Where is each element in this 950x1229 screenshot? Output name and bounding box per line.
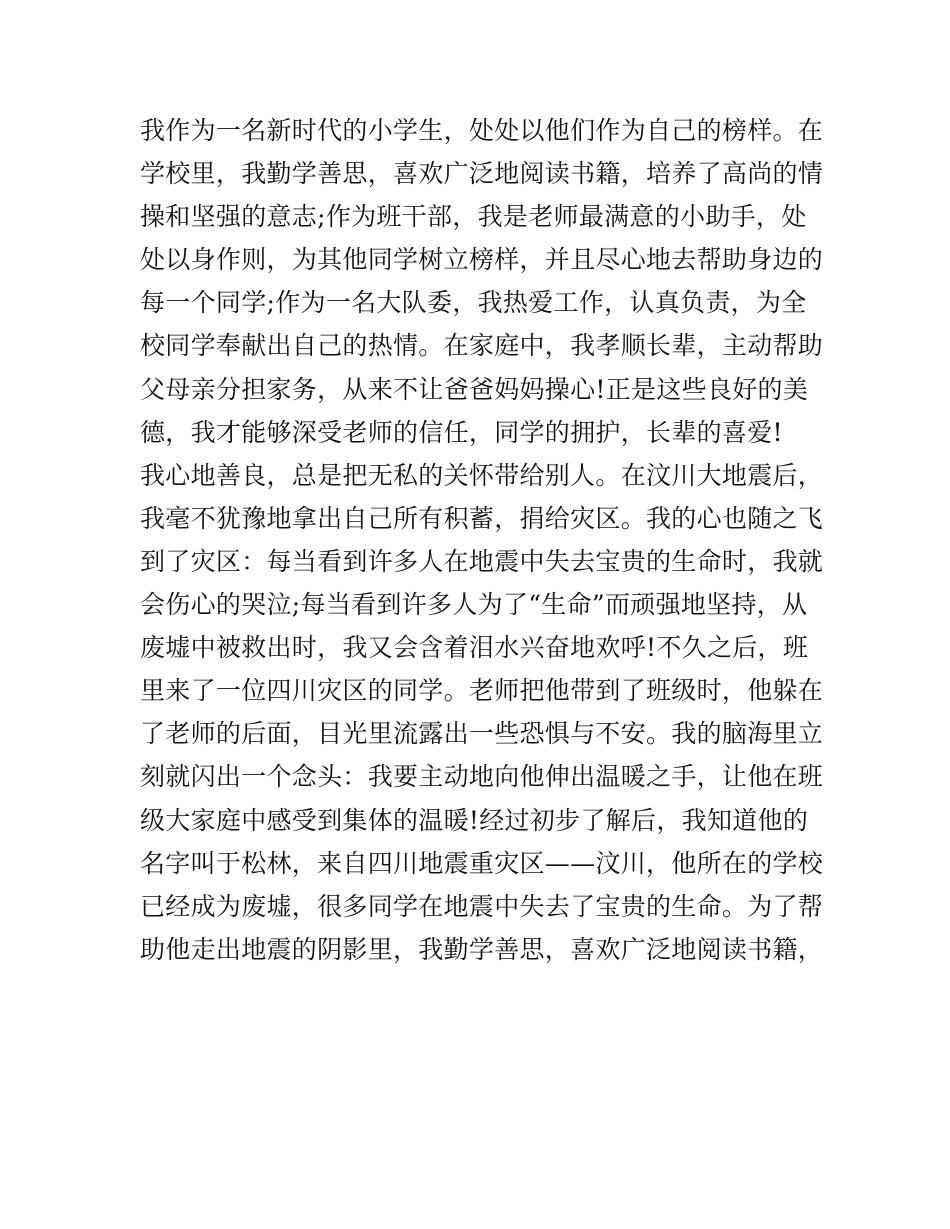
text-line-20: 助他走出地震的阴影里，我勤学善思，喜欢广泛地阅读书籍， [140,934,824,964]
text-line-4: 处以身作则，为其他同学树立榜样，并且尽心地去帮助身边的 [140,245,824,275]
text-line-9: 我心地善良，总是把无私的关怀带给别人。在汶川大地震后， [140,460,824,490]
text-line-7: 父母亲分担家务，从来不让爸爸妈妈操心!正是这些良好的美 [140,374,809,404]
text-line-19: 已经成为废墟，很多同学在地震中失去了宝贵的生命。为了帮 [140,891,824,921]
text-line-13: 废墟中被救出时，我又会含着泪水兴奋地欢呼!不久之后，班 [140,633,809,663]
text-line-2: 学校里，我勤学善思，喜欢广泛地阅读书籍，培养了高尚的情 [140,159,824,189]
text-line-14: 里来了一位四川灾区的同学。老师把他带到了班级时，他躲在 [140,676,824,706]
text-line-6: 校同学奉献出自己的热情。在家庭中，我孝顺长辈，主动帮助 [140,331,824,361]
text-line-8: 德，我才能够深受老师的信任，同学的拥护，长辈的喜爱! [140,417,783,447]
text-line-3: 操和坚强的意志;作为班干部，我是老师最满意的小助手，处 [140,202,807,232]
text-line-1: 我作为一名新时代的小学生，处处以他们作为自己的榜样。在 [140,116,824,145]
body-text [140,109,824,971]
text-line-15: 了老师的后面，目光里流露出一些恐惧与不安。我的脑海里立 [140,719,824,749]
text-line-16: 刻就闪出一个念头：我要主动地向他伸出温暖之手，让他在班 [140,762,824,792]
text-line-12: 会伤心的哭泣;每当看到许多人为了“生命”而顽强地坚持，从 [140,590,808,620]
text-line-18: 名字叫于松林，来自四川地震重灾区——汶川，他所在的学校 [140,848,824,878]
text-line-17: 级大家庭中感受到集体的温暖!经过初步了解后，我知道他的 [140,805,809,835]
text-line-11: 到了灾区：每当看到许多人在地震中失去宝贵的生命时，我就 [140,546,824,576]
text-line-10: 我毫不犹豫地拿出自己所有积蓄，捐给灾区。我的心也随之飞 [140,503,824,533]
text-line-5: 每一个同学;作为一名大队委，我热爱工作，认真负责，为全 [140,288,807,318]
